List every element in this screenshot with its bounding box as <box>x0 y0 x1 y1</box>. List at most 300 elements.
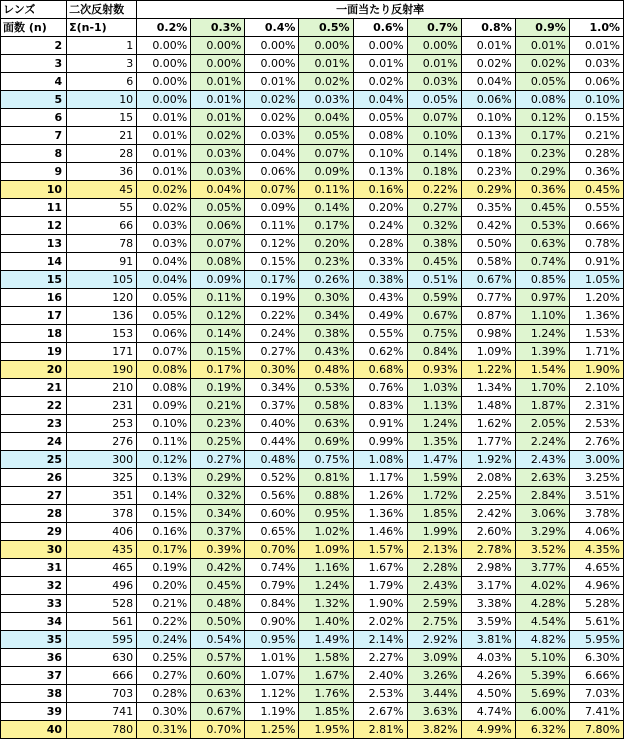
reflectance-value-cell: 2.67% <box>353 703 407 721</box>
reflectance-value-cell: 0.24% <box>137 631 191 649</box>
reflectance-value-cell: 1.34% <box>461 379 515 397</box>
reflectance-value-cell: 2.13% <box>407 541 461 559</box>
reflectance-value-cell: 0.20% <box>299 235 353 253</box>
reflectance-value-cell: 0.07% <box>245 181 299 199</box>
reflectance-value-cell: 0.27% <box>191 451 245 469</box>
reflectance-value-cell: 0.14% <box>299 199 353 217</box>
reflection-count-cell: 630 <box>67 649 137 667</box>
reflectance-value-cell: 0.63% <box>191 685 245 703</box>
reflectance-value-cell: 0.01% <box>137 145 191 163</box>
reflectance-value-cell: 0.18% <box>407 163 461 181</box>
table-row <box>1 145 624 163</box>
table-row <box>1 361 624 379</box>
reflectance-value-cell: 1.85% <box>407 505 461 523</box>
reflection-count-cell: 105 <box>67 271 137 289</box>
reflectance-value-cell: 0.20% <box>353 199 407 217</box>
reflectance-value-cell: 0.17% <box>191 361 245 379</box>
lens-count-cell: 13 <box>1 235 67 253</box>
table-row <box>1 199 624 217</box>
reflectance-value-cell: 0.01% <box>353 55 407 73</box>
reflectance-value-cell: 0.30% <box>137 703 191 721</box>
reflection-count-cell: 78 <box>67 235 137 253</box>
reflectance-value-cell: 0.01% <box>461 37 515 55</box>
reflectance-value-cell: 0.28% <box>353 235 407 253</box>
lens-count-cell: 36 <box>1 649 67 667</box>
reflectance-value-cell: 0.56% <box>245 487 299 505</box>
reflection-count-cell: 666 <box>67 667 137 685</box>
reflectance-value-cell: 0.39% <box>191 541 245 559</box>
reflectance-value-cell: 3.63% <box>407 703 461 721</box>
reflectance-value-cell: 0.21% <box>137 595 191 613</box>
reflectance-value-cell: 0.03% <box>407 73 461 91</box>
reflectance-value-cell: 0.12% <box>191 307 245 325</box>
reflection-count-cell: 406 <box>67 523 137 541</box>
reflectance-value-cell: 1.57% <box>353 541 407 559</box>
reflectance-value-cell: 0.05% <box>137 307 191 325</box>
reflectance-value-cell: 0.18% <box>461 145 515 163</box>
reflection-count-cell: 496 <box>67 577 137 595</box>
reflectance-value-cell: 0.36% <box>569 163 623 181</box>
reflectance-value-cell: 0.00% <box>137 37 191 55</box>
lens-count-cell: 20 <box>1 361 67 379</box>
reflectance-value-cell: 0.33% <box>353 253 407 271</box>
reflection-count-cell: 10 <box>67 91 137 109</box>
reflectance-value-cell: 0.57% <box>191 649 245 667</box>
reflectance-value-cell: 1.35% <box>407 433 461 451</box>
reflectance-value-cell: 0.03% <box>299 91 353 109</box>
table-row <box>1 685 624 703</box>
reflectance-value-cell: 5.69% <box>515 685 569 703</box>
reflectance-value-cell: 3.82% <box>407 721 461 739</box>
table-row <box>1 469 624 487</box>
reflectance-value-cell: 0.10% <box>407 127 461 145</box>
reflectance-value-cell: 0.00% <box>299 37 353 55</box>
reflectance-value-cell: 0.06% <box>191 217 245 235</box>
table-row <box>1 325 624 343</box>
reflectance-value-cell: 2.02% <box>353 613 407 631</box>
reflectance-value-cell: 0.16% <box>353 181 407 199</box>
reflectance-value-cell: 0.01% <box>137 163 191 181</box>
reflection-count-cell: 325 <box>67 469 137 487</box>
reflectance-value-cell: 0.03% <box>191 145 245 163</box>
reflection-count-cell: 45 <box>67 181 137 199</box>
reflectance-value-cell: 0.27% <box>407 199 461 217</box>
reflectance-value-cell: 0.11% <box>299 181 353 199</box>
reflectance-value-cell: 0.08% <box>137 361 191 379</box>
reflectance-value-cell: 0.04% <box>245 145 299 163</box>
reflection-count-cell: 276 <box>67 433 137 451</box>
lens-count-cell: 37 <box>1 667 67 685</box>
reflectance-value-cell: 0.25% <box>191 433 245 451</box>
reflectance-value-cell: 7.41% <box>569 703 623 721</box>
reflection-count-cell: 136 <box>67 307 137 325</box>
reflectance-value-cell: 0.97% <box>515 289 569 307</box>
reflectance-value-cell: 1.09% <box>299 541 353 559</box>
lens-count-cell: 10 <box>1 181 67 199</box>
reflectance-value-cell: 0.81% <box>299 469 353 487</box>
reflectance-value-cell: 3.44% <box>407 685 461 703</box>
reflectance-value-cell: 0.60% <box>191 667 245 685</box>
lens-count-cell: 6 <box>1 109 67 127</box>
reflectance-value-cell: 0.21% <box>569 127 623 145</box>
reflectance-value-cell: 6.30% <box>569 649 623 667</box>
reflectance-value-cell: 6.32% <box>515 721 569 739</box>
lens-count-cell: 26 <box>1 469 67 487</box>
reflectance-value-cell: 1.95% <box>299 721 353 739</box>
reflectance-value-cell: 4.35% <box>569 541 623 559</box>
reflectance-value-cell: 2.84% <box>515 487 569 505</box>
table-row <box>1 703 624 721</box>
reflectance-value-cell: 0.01% <box>191 91 245 109</box>
reflection-count-cell: 28 <box>67 145 137 163</box>
reflectance-value-cell: 0.17% <box>299 217 353 235</box>
reflectance-value-cell: 0.48% <box>299 361 353 379</box>
reflectance-value-cell: 0.10% <box>353 145 407 163</box>
reflectance-value-cell: 0.02% <box>137 181 191 199</box>
rate-column-header: 0.8% <box>461 19 515 37</box>
rate-column-header: 0.3% <box>191 19 245 37</box>
table-row <box>1 397 624 415</box>
reflectance-value-cell: 2.25% <box>461 487 515 505</box>
reflectance-value-cell: 3.77% <box>515 559 569 577</box>
reflectance-value-cell: 0.10% <box>137 415 191 433</box>
reflectance-value-cell: 0.59% <box>407 289 461 307</box>
lens-count-cell: 8 <box>1 145 67 163</box>
lens-count-cell: 29 <box>1 523 67 541</box>
reflectance-value-cell: 0.87% <box>461 307 515 325</box>
reflectance-value-cell: 3.81% <box>461 631 515 649</box>
reflectance-value-cell: 0.08% <box>353 127 407 145</box>
reflectance-value-cell: 0.28% <box>137 685 191 703</box>
reflectance-value-cell: 0.05% <box>137 289 191 307</box>
reflectance-value-cell: 0.08% <box>137 379 191 397</box>
table-row <box>1 235 624 253</box>
reflectance-value-cell: 0.60% <box>245 505 299 523</box>
reflectance-value-cell: 2.40% <box>353 667 407 685</box>
reflectance-value-cell: 0.40% <box>245 415 299 433</box>
reflection-count-cell: 703 <box>67 685 137 703</box>
reflection-count-cell: 66 <box>67 217 137 235</box>
reflectance-value-cell: 0.00% <box>191 37 245 55</box>
reflectance-value-cell: 0.10% <box>461 109 515 127</box>
reflectance-value-cell: 3.51% <box>569 487 623 505</box>
reflectance-value-cell: 5.10% <box>515 649 569 667</box>
reflectance-value-cell: 0.06% <box>245 163 299 181</box>
lens-count-cell: 35 <box>1 631 67 649</box>
reflectance-value-cell: 1.24% <box>515 325 569 343</box>
reflectance-value-cell: 2.24% <box>515 433 569 451</box>
reflectance-value-cell: 3.78% <box>569 505 623 523</box>
reflectance-value-cell: 0.01% <box>407 55 461 73</box>
reflectance-value-cell: 5.28% <box>569 595 623 613</box>
reflectance-value-cell: 0.45% <box>191 577 245 595</box>
reflectance-value-cell: 0.16% <box>137 523 191 541</box>
reflectance-value-cell: 1.25% <box>245 721 299 739</box>
reflectance-value-cell: 0.02% <box>353 73 407 91</box>
reflectance-value-cell: 0.30% <box>245 361 299 379</box>
reflectance-value-cell: 0.50% <box>191 613 245 631</box>
lens-count-cell: 32 <box>1 577 67 595</box>
reflection-count-cell: 3 <box>67 55 137 73</box>
reflection-count-cell: 528 <box>67 595 137 613</box>
reflectance-value-cell: 1.85% <box>299 703 353 721</box>
reflectance-value-cell: 0.15% <box>191 343 245 361</box>
table-row <box>1 217 624 235</box>
reflectance-value-cell: 0.13% <box>353 163 407 181</box>
reflectance-value-cell: 0.01% <box>245 73 299 91</box>
reflectance-value-cell: 0.03% <box>245 127 299 145</box>
reflectance-value-cell: 2.53% <box>353 685 407 703</box>
reflectance-value-cell: 0.08% <box>515 91 569 109</box>
table-row <box>1 181 624 199</box>
reflectance-value-cell: 0.55% <box>569 199 623 217</box>
reflectance-value-cell: 0.15% <box>569 109 623 127</box>
reflectance-value-cell: 3.38% <box>461 595 515 613</box>
reflection-count-cell: 741 <box>67 703 137 721</box>
reflectance-value-cell: 0.05% <box>299 127 353 145</box>
reflectance-value-cell: 0.01% <box>137 127 191 145</box>
rate-column-header: 0.2% <box>137 19 191 37</box>
reflectance-value-cell: 0.06% <box>569 73 623 91</box>
table-row <box>1 127 624 145</box>
reflectance-value-cell: 0.29% <box>191 469 245 487</box>
reflectance-value-cell: 0.84% <box>407 343 461 361</box>
reflectance-value-cell: 0.01% <box>569 37 623 55</box>
reflectance-value-cell: 0.03% <box>137 217 191 235</box>
reflectance-value-cell: 4.50% <box>461 685 515 703</box>
reflectance-value-cell: 0.27% <box>137 667 191 685</box>
reflectance-value-cell: 2.81% <box>353 721 407 739</box>
reflectance-value-cell: 0.75% <box>407 325 461 343</box>
reflectance-value-cell: 6.00% <box>515 703 569 721</box>
lens-count-cell: 25 <box>1 451 67 469</box>
reflectance-value-cell: 2.78% <box>461 541 515 559</box>
reflectance-value-cell: 0.58% <box>299 397 353 415</box>
reflectance-value-cell: 1.53% <box>569 325 623 343</box>
reflection-count-cell: 190 <box>67 361 137 379</box>
reflection-count-cell: 465 <box>67 559 137 577</box>
reflectance-value-cell: 0.26% <box>299 271 353 289</box>
reflectance-value-cell: 0.22% <box>137 613 191 631</box>
reflectance-value-cell: 0.05% <box>407 91 461 109</box>
reflectance-value-cell: 0.05% <box>515 73 569 91</box>
reflectance-value-cell: 0.79% <box>245 577 299 595</box>
table-row <box>1 163 624 181</box>
rate-column-header: 0.9% <box>515 19 569 37</box>
reflectance-value-cell: 0.50% <box>461 235 515 253</box>
reflectance-value-cell: 0.58% <box>461 253 515 271</box>
reflectance-value-cell: 0.14% <box>191 325 245 343</box>
reflectance-value-cell: 0.22% <box>245 307 299 325</box>
rate-column-header: 1.0% <box>569 19 623 37</box>
reflectance-value-cell: 1.05% <box>569 271 623 289</box>
reflectance-value-cell: 1.19% <box>245 703 299 721</box>
reflectance-value-cell: 3.00% <box>569 451 623 469</box>
reflectance-value-cell: 0.42% <box>191 559 245 577</box>
reflectance-value-cell: 1.24% <box>407 415 461 433</box>
reflectance-value-cell: 0.03% <box>569 55 623 73</box>
reflectance-value-cell: 0.91% <box>353 415 407 433</box>
reflectance-value-cell: 1.90% <box>353 595 407 613</box>
lens-count-cell: 31 <box>1 559 67 577</box>
reflectance-value-cell: 0.42% <box>461 217 515 235</box>
reflectance-value-cell: 2.31% <box>569 397 623 415</box>
reflection-count-cell: 561 <box>67 613 137 631</box>
reflectance-value-cell: 0.69% <box>299 433 353 451</box>
reflectance-value-cell: 2.43% <box>515 451 569 469</box>
reflectance-value-cell: 2.92% <box>407 631 461 649</box>
reflectance-value-cell: 0.11% <box>191 289 245 307</box>
reflectance-value-cell: 0.11% <box>245 217 299 235</box>
lens-count-cell: 38 <box>1 685 67 703</box>
lens-count-cell: 22 <box>1 397 67 415</box>
reflectance-value-cell: 0.01% <box>515 37 569 55</box>
reflectance-value-cell: 4.82% <box>515 631 569 649</box>
reflectance-value-cell: 0.90% <box>245 613 299 631</box>
reflectance-value-cell: 0.00% <box>407 37 461 55</box>
reflectance-value-cell: 0.05% <box>191 199 245 217</box>
lens-count-cell: 18 <box>1 325 67 343</box>
reflectance-value-cell: 0.01% <box>137 109 191 127</box>
reflectance-value-cell: 0.00% <box>245 37 299 55</box>
reflectance-value-cell: 0.85% <box>515 271 569 289</box>
reflectance-value-cell: 0.01% <box>191 109 245 127</box>
reflectance-value-cell: 1.03% <box>407 379 461 397</box>
reflectance-value-cell: 0.04% <box>137 253 191 271</box>
reflection-count-cell: 153 <box>67 325 137 343</box>
reflection-count-cell: 120 <box>67 289 137 307</box>
lens-count-cell: 9 <box>1 163 67 181</box>
reflectance-value-cell: 0.28% <box>569 145 623 163</box>
reflectance-value-cell: 0.24% <box>353 217 407 235</box>
reflectance-value-cell: 0.03% <box>191 163 245 181</box>
reflectance-value-cell: 0.23% <box>191 415 245 433</box>
reflection-count-cell: 780 <box>67 721 137 739</box>
reflectance-value-cell: 0.02% <box>191 127 245 145</box>
reflection-count-header-line1: 二次反射数 <box>67 1 137 19</box>
table-row <box>1 613 624 631</box>
reflectance-value-cell: 0.13% <box>461 127 515 145</box>
table-row <box>1 487 624 505</box>
reflection-count-cell: 595 <box>67 631 137 649</box>
reflectance-value-cell: 4.06% <box>569 523 623 541</box>
reflectance-value-cell: 0.38% <box>299 325 353 343</box>
lens-count-cell: 16 <box>1 289 67 307</box>
reflectance-value-cell: 1.16% <box>299 559 353 577</box>
reflectance-value-cell: 0.38% <box>407 235 461 253</box>
reflectance-value-cell: 1.40% <box>299 613 353 631</box>
reflectance-value-cell: 0.27% <box>245 343 299 361</box>
reflectance-value-cell: 0.44% <box>245 433 299 451</box>
reflectance-value-cell: 4.28% <box>515 595 569 613</box>
lens-count-cell: 2 <box>1 37 67 55</box>
reflectance-value-cell: 0.00% <box>137 73 191 91</box>
reflectance-value-cell: 0.88% <box>299 487 353 505</box>
reflectance-value-cell: 0.78% <box>569 235 623 253</box>
table-row <box>1 91 624 109</box>
reflectance-value-cell: 2.28% <box>407 559 461 577</box>
lens-count-cell: 33 <box>1 595 67 613</box>
reflectance-value-cell: 1.22% <box>461 361 515 379</box>
lens-count-cell: 5 <box>1 91 67 109</box>
table-row <box>1 451 624 469</box>
reflectance-value-cell: 0.52% <box>245 469 299 487</box>
reflectance-value-cell: 0.17% <box>515 127 569 145</box>
reflectance-value-cell: 0.12% <box>515 109 569 127</box>
reflectance-value-cell: 0.68% <box>353 361 407 379</box>
reflectance-value-cell: 0.15% <box>245 253 299 271</box>
reflectance-value-cell: 1.58% <box>299 649 353 667</box>
lens-count-cell: 7 <box>1 127 67 145</box>
reflectance-value-cell: 2.10% <box>569 379 623 397</box>
reflectance-value-cell: 0.09% <box>299 163 353 181</box>
table-row <box>1 379 624 397</box>
reflectance-value-cell: 0.65% <box>245 523 299 541</box>
rate-column-header: 0.6% <box>353 19 407 37</box>
reflectance-value-cell: 0.19% <box>191 379 245 397</box>
reflectance-value-cell: 2.08% <box>461 469 515 487</box>
table-row <box>1 109 624 127</box>
reflectance-value-cell: 1.20% <box>569 289 623 307</box>
reflectance-value-cell: 0.14% <box>137 487 191 505</box>
reflectance-value-cell: 1.79% <box>353 577 407 595</box>
reflectance-value-cell: 2.98% <box>461 559 515 577</box>
reflectance-value-cell: 0.91% <box>569 253 623 271</box>
table-row <box>1 721 624 739</box>
reflectance-value-cell: 1.01% <box>245 649 299 667</box>
lens-count-cell: 28 <box>1 505 67 523</box>
reflectance-value-cell: 0.74% <box>515 253 569 271</box>
lens-count-cell: 39 <box>1 703 67 721</box>
reflectance-value-cell: 3.52% <box>515 541 569 559</box>
reflectance-value-cell: 0.04% <box>137 271 191 289</box>
reflectance-value-cell: 0.20% <box>137 577 191 595</box>
reflectance-value-cell: 0.63% <box>515 235 569 253</box>
reflectance-value-cell: 0.38% <box>353 271 407 289</box>
reflectance-value-cell: 1.36% <box>353 505 407 523</box>
reflectance-value-cell: 0.34% <box>191 505 245 523</box>
reflectance-value-cell: 1.12% <box>245 685 299 703</box>
table-row <box>1 667 624 685</box>
reflectance-value-cell: 0.02% <box>137 199 191 217</box>
reflectance-value-cell: 0.07% <box>191 235 245 253</box>
reflectance-value-cell: 7.03% <box>569 685 623 703</box>
reflectance-value-cell: 0.67% <box>191 703 245 721</box>
reflectance-value-cell: 2.05% <box>515 415 569 433</box>
reflectance-value-cell: 0.00% <box>245 55 299 73</box>
reflectance-value-cell: 0.07% <box>407 109 461 127</box>
reflectance-value-cell: 1.67% <box>299 667 353 685</box>
reflectance-value-cell: 0.35% <box>461 199 515 217</box>
reflectance-value-cell: 0.04% <box>461 73 515 91</box>
reflectance-value-cell: 1.36% <box>569 307 623 325</box>
table-row <box>1 505 624 523</box>
reflectance-value-cell: 0.34% <box>299 307 353 325</box>
reflection-count-cell: 210 <box>67 379 137 397</box>
reflectance-value-cell: 0.00% <box>137 55 191 73</box>
reflection-count-cell: 6 <box>67 73 137 91</box>
reflectance-value-cell: 0.13% <box>137 469 191 487</box>
reflectance-value-cell: 0.31% <box>137 721 191 739</box>
table-row <box>1 559 624 577</box>
reflectance-value-cell: 0.05% <box>353 109 407 127</box>
reflectance-value-cell: 0.83% <box>353 397 407 415</box>
lens-count-cell: 17 <box>1 307 67 325</box>
reflectance-value-cell: 0.06% <box>137 325 191 343</box>
lens-count-cell: 14 <box>1 253 67 271</box>
reflectance-value-cell: 7.80% <box>569 721 623 739</box>
reflectance-value-cell: 0.37% <box>191 523 245 541</box>
